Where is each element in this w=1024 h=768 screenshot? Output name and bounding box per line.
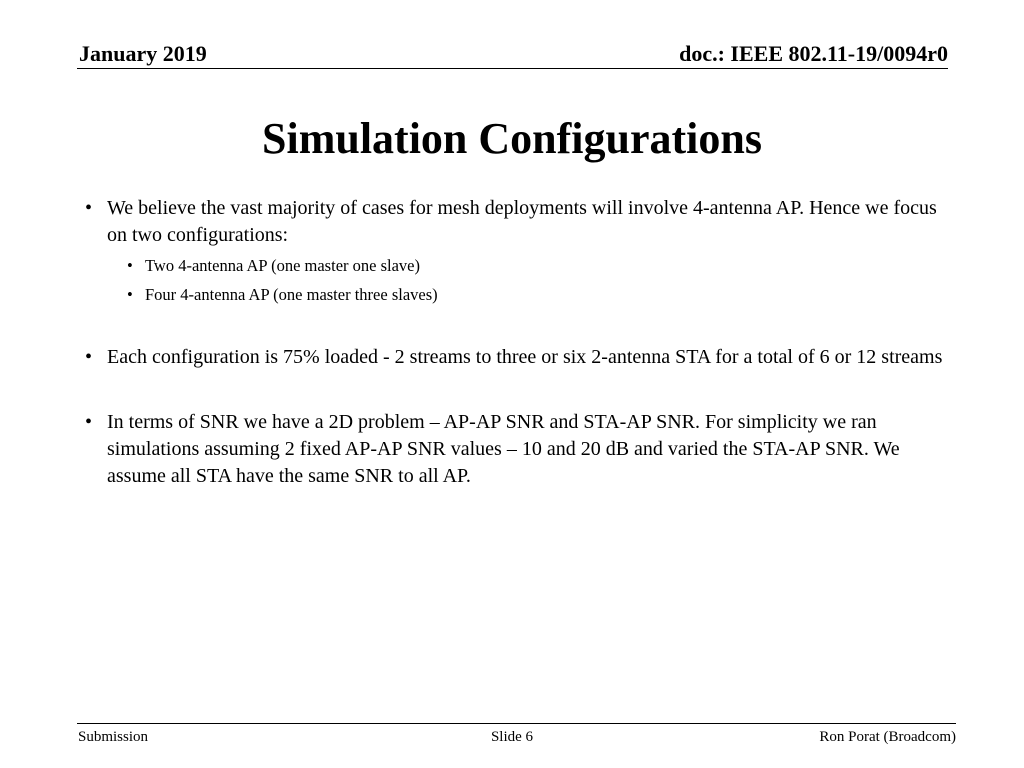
bullet-item [85, 195, 945, 249]
sub-bullet-dot: • [127, 285, 133, 304]
header-divider [77, 68, 948, 69]
bullet-dot: • [85, 197, 93, 219]
footer-submission: Submission [78, 729, 149, 745]
footer-divider [77, 723, 956, 724]
bullet-text: We believe the vast majority of cases for mesh deployments will involve 4-antenna AP. Hence we focus on two configurations: [107, 197, 937, 246]
header-doc-id: doc.: IEEE 802.11-19/0094r0 [679, 41, 948, 66]
sub-bullet-item [85, 284, 945, 306]
bullet-text: In terms of SNR we have a 2D problem – AP-AP SNR and STA-AP SNR. For simplicity we ran simulations assuming 2 fixed AP-AP SNR values – 10 and 20 dB and varied the STA-AP SNR. We assume all STA have the same SNR to all AP. [107, 411, 900, 487]
footer-author: Ron Porat (Broadcom) [819, 729, 956, 745]
header-date: January 2019 [79, 41, 207, 66]
sub-bullet-item [85, 255, 945, 277]
sub-bullet-text: Four 4-antenna AP (one master three slaves) [145, 285, 438, 304]
bullet-dot: • [85, 346, 93, 368]
bullet-item [85, 409, 945, 490]
slide-title: Simulation Configurations [262, 114, 762, 163]
sub-bullet-dot: • [127, 256, 133, 275]
bullet-dot: • [85, 411, 93, 433]
slide-body [85, 195, 945, 490]
bullet-item [85, 344, 945, 371]
footer-slide-number: Slide 6 [490, 729, 534, 745]
bullet-text: Each configuration is 75% loaded - 2 streams to three or six 2-antenna STA for a total of 6 or 12 streams [107, 346, 943, 368]
sub-bullet-text: Two 4-antenna AP (one master one slave) [145, 256, 420, 275]
